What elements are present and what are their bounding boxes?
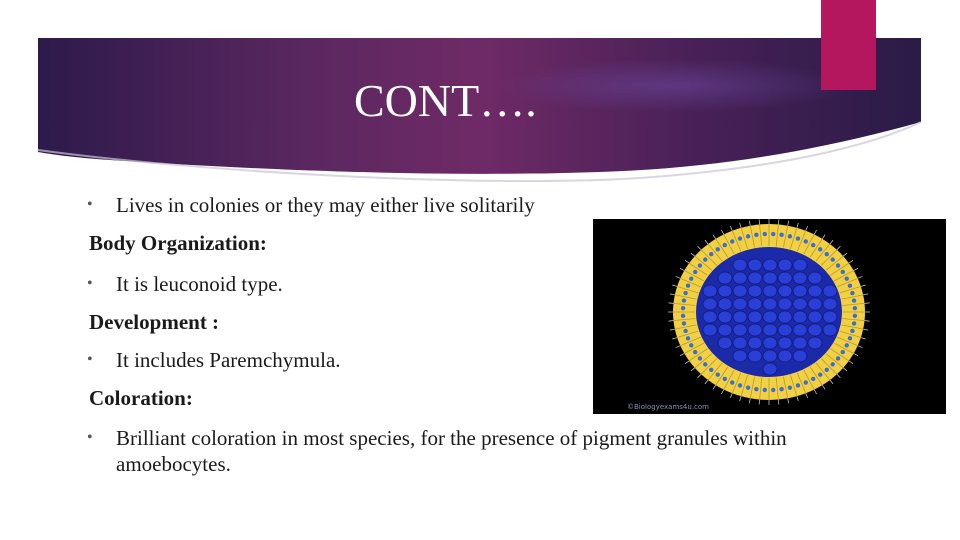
- bullet-colony: Lives in colonies or they may either live solitarily: [116, 193, 535, 217]
- parenchymula-larva-image: [593, 219, 946, 414]
- bullet-marker: •: [87, 196, 93, 213]
- larva-cell-layers: [668, 219, 870, 405]
- bullet-paremchymula: It includes Paremchymula.: [116, 348, 341, 372]
- heading-coloration: Coloration:: [89, 386, 193, 410]
- bullet-marker: •: [87, 429, 93, 446]
- bullet-marker: •: [87, 351, 93, 368]
- image-watermark: ©Biologyexams4u.com: [627, 403, 709, 411]
- slide-title: CONT….: [354, 75, 537, 126]
- bullet-marker: •: [87, 275, 93, 292]
- bullet-coloration: Brilliant coloration in most species, for the presence of pigment granules within amoebocytes.: [116, 426, 787, 476]
- heading-development: Development :: [89, 310, 220, 334]
- heading-body-organization: Body Organization:: [89, 231, 267, 255]
- bullet-leuconoid: It is leuconoid type.: [116, 272, 283, 296]
- accent-tab: [821, 0, 876, 90]
